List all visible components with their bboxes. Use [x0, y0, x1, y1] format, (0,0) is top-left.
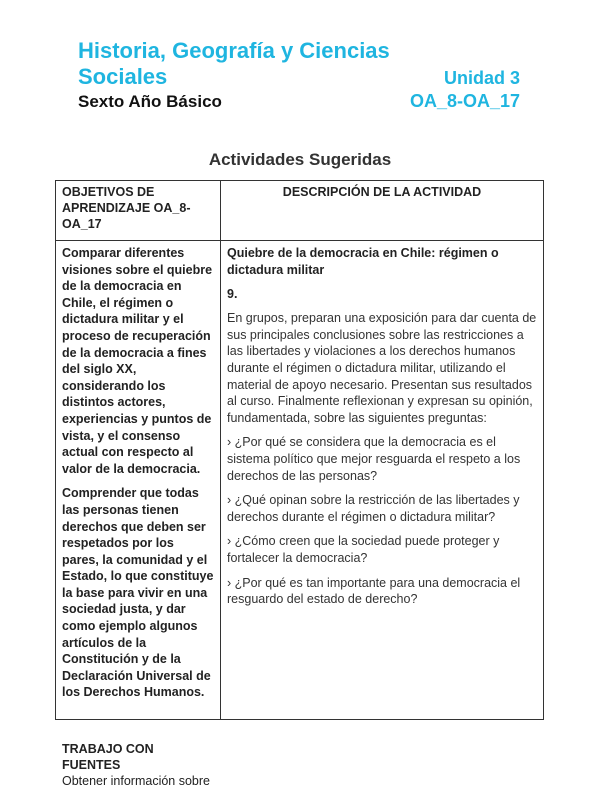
description-cell [221, 241, 543, 719]
sources-heading: TRABAJO CON FUENTES [62, 742, 154, 773]
activity-number: 9. [227, 287, 238, 302]
activities-table [55, 180, 544, 789]
question-item: › ¿Cómo creen que la sociedad puede proteger y fortalecer la democracia? [227, 534, 500, 565]
objective-item: Comparar diferentes visiones sobre el quiebre de la democracia en Chile, el régimen o dictadura militar y el proceso de recuperación de la democracia a fines del siglo XX, considerando los distintos actores, experiencias y puntos de vista, y el consenso actual con respecto al valor de la democracia. [62, 246, 213, 476]
unit-label: Unidad 3 [443, 68, 520, 88]
subject-title-continued: Sociales [78, 64, 168, 89]
objectives-cell [56, 241, 221, 789]
title-row [78, 64, 520, 90]
activity-title: Quiebre de la democracia en Chile: régimen o dictadura militar [227, 246, 499, 277]
objective-codes: OA_8-OA_17 [409, 91, 520, 111]
subject-title: Historia, Geografía y Ciencias [78, 38, 390, 63]
objectives-column-header: OBJETIVOS DE APRENDIZAJE OA_8-OA_17 [56, 181, 221, 240]
grade-label: Sexto Año Básico [78, 92, 222, 111]
page-header [78, 38, 520, 112]
description-column-header: DESCRIPCIÓN DE LA ACTIVIDAD [282, 185, 482, 199]
table-header-row [56, 181, 543, 241]
question-item: › ¿Qué opinan sobre la restricción de las libertades y derechos durante el régimen o dictadura militar? [227, 493, 520, 524]
activity-description: En grupos, preparan una exposición para dar cuenta de sus principales conclusiones sobre las restricciones a las libertades y violaciones a los derechos humanos durante el régimen o dictadura militar, utilizando el material de apoyo necesario. Presentan sus resultados al curso. Finalmente reflexionan y expresan su opinión, fundamentada, sobre las siguientes preguntas: [227, 311, 537, 425]
question-item: › ¿Por qué se considera que la democracia es el sistema político que mejor resguarda el respeto a los derechos de las personas? [227, 435, 521, 483]
subtitle-row [78, 91, 520, 112]
section-title: Actividades Sugeridas [208, 150, 392, 169]
question-item: › ¿Por qué es tan importante para una democracia el resguardo del estado de derecho? [227, 575, 521, 607]
table-body-row [56, 241, 543, 789]
objective-item: Comprender que todas las personas tienen derechos que deben ser respetados por los pares, la comunidad y el Estado, lo que constituye la base para vivir en una sociedad justa, y dar como ejemplo algunos artículos de la Constitución y de la Declaración Universal de los Derechos Humanos. [62, 486, 214, 700]
sources-text: Obtener información sobre [62, 774, 210, 789]
